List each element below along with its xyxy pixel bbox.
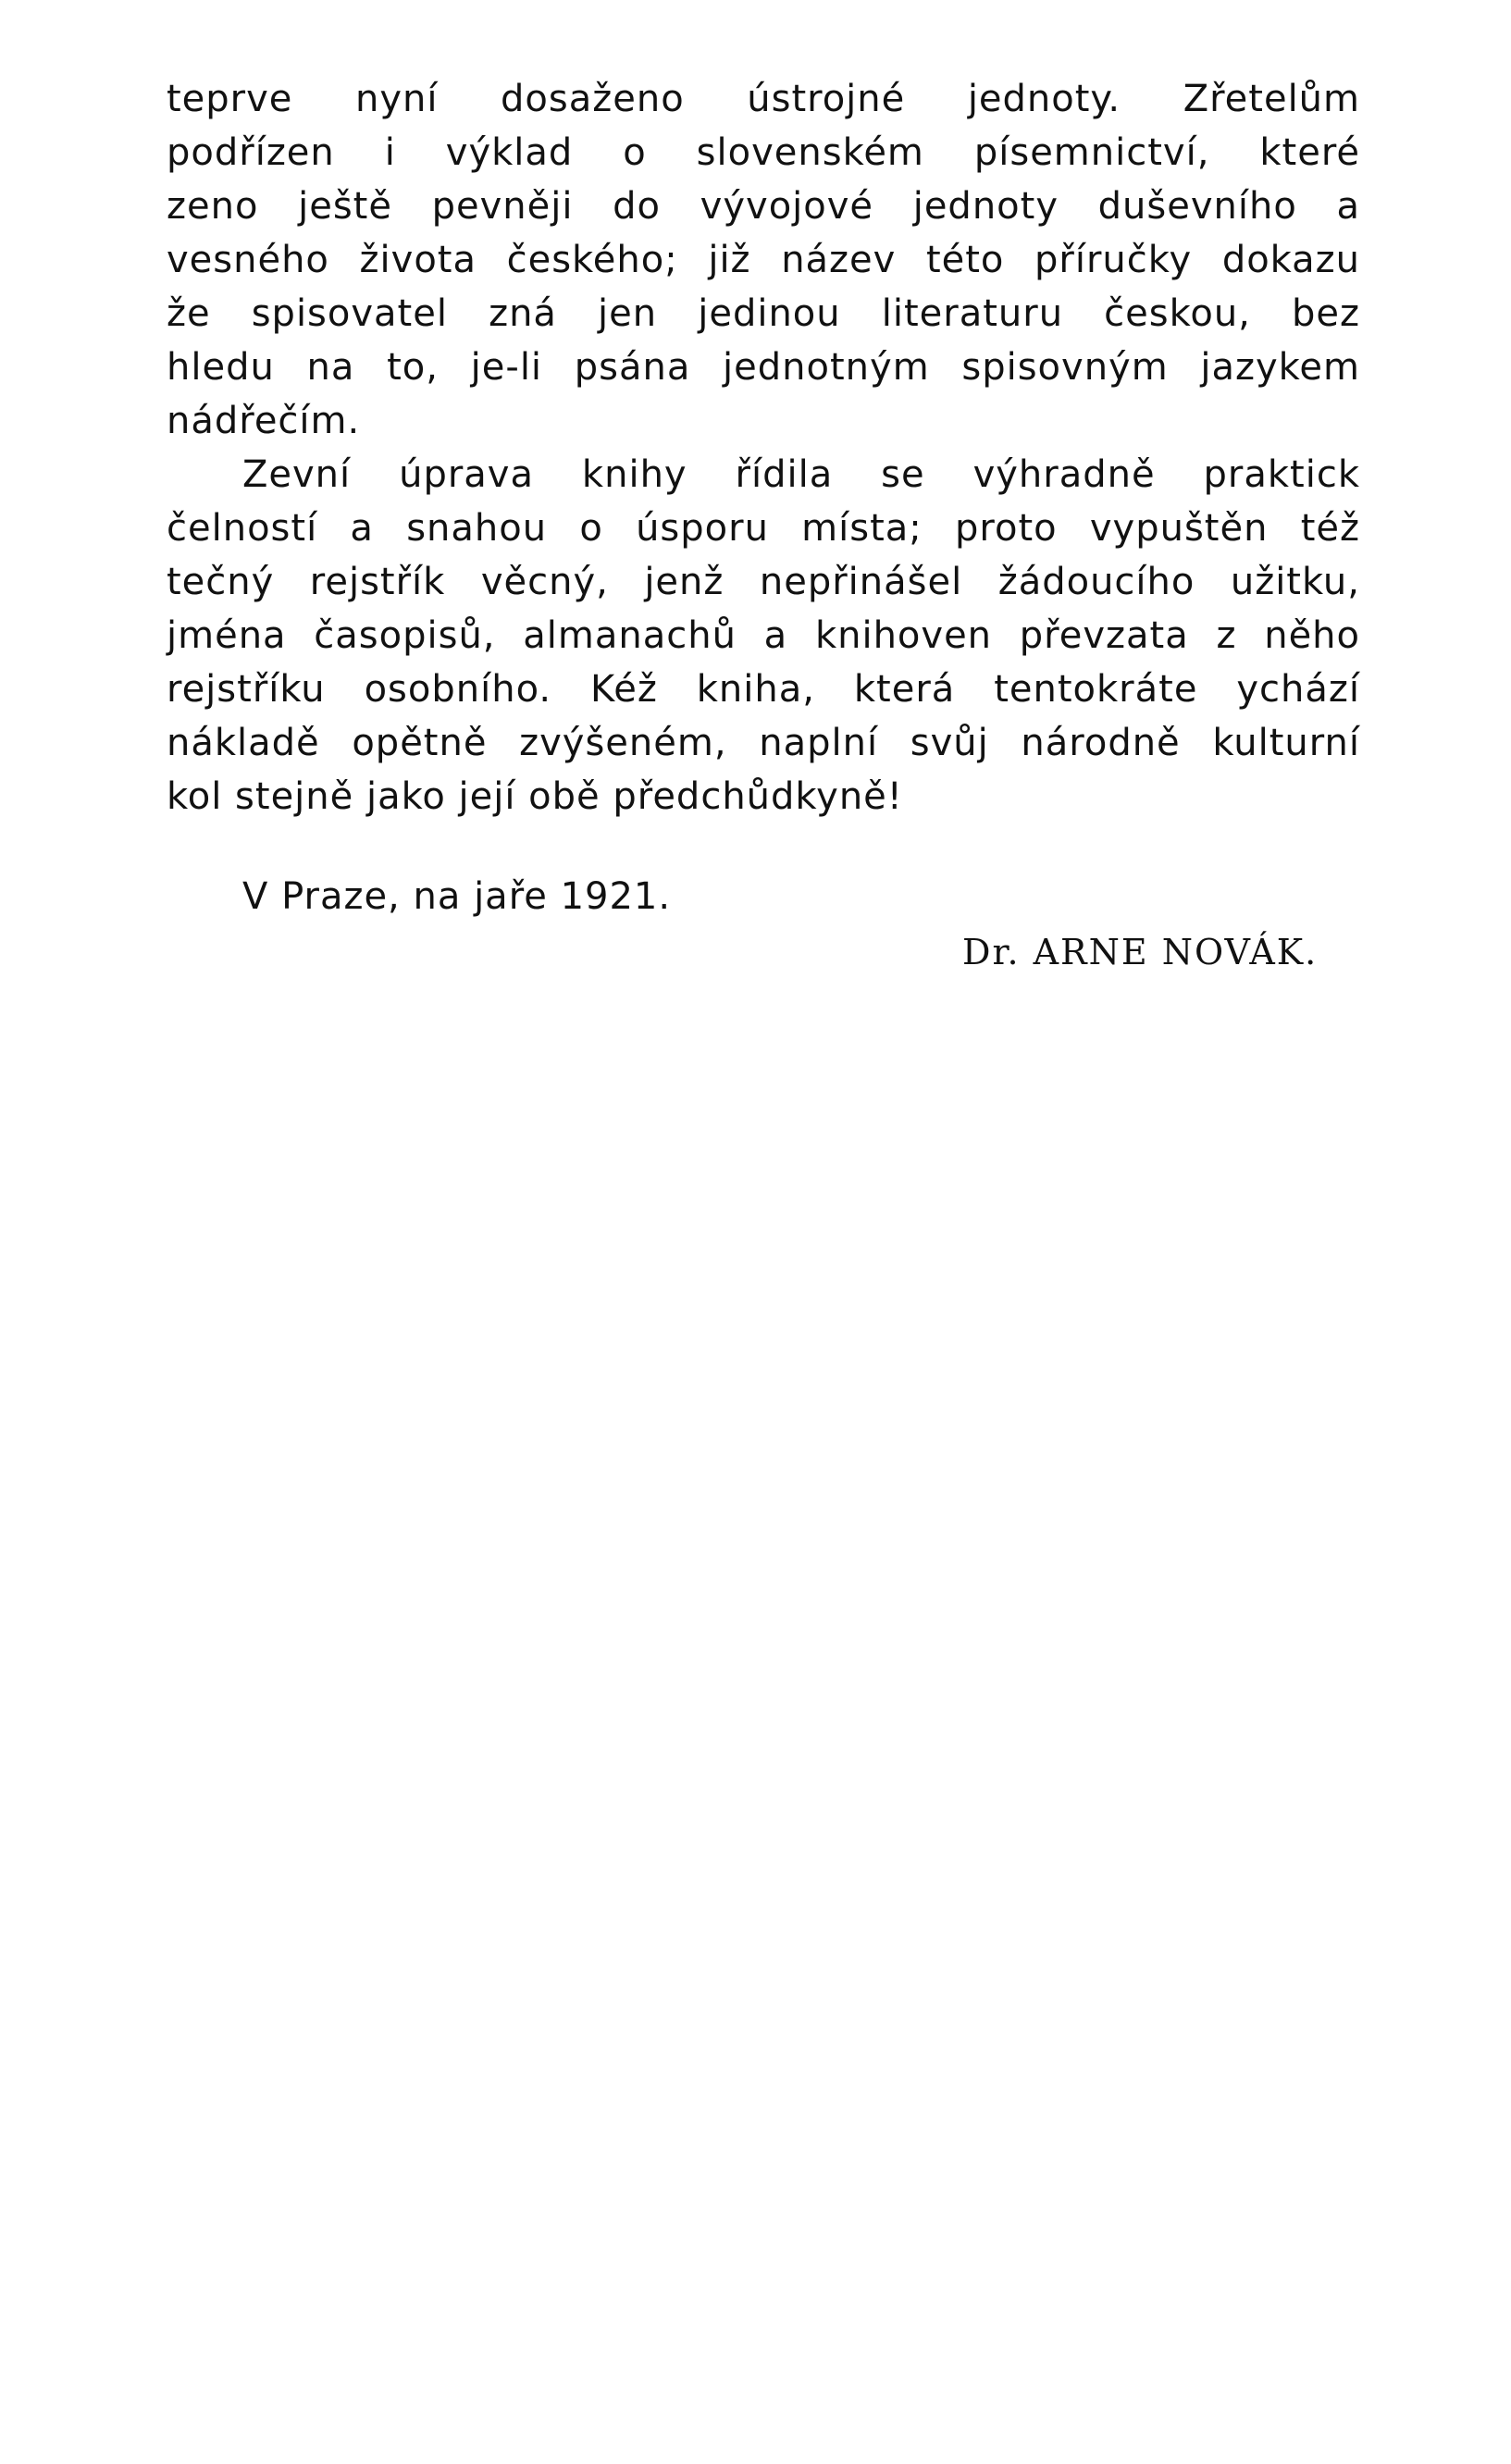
text-line: nákladě opětně zvýšeném, naplní svůj národně kulturní	[167, 722, 1360, 764]
text-line: čelností a snahou o úsporu místa; proto vypuštěn též	[167, 507, 1360, 550]
place-date: V Praze, na jaře 1921.	[242, 875, 672, 918]
text-line: Zevní úprava knihy řídila se výhradně praktick	[242, 453, 1360, 496]
text-line: zeno ještě pevněji do vývojové jednoty duševního a	[167, 185, 1360, 228]
text-line: teprve nyní dosaženo ústrojné jednoty. Zřetelům	[167, 78, 1360, 120]
preface-text	[167, 72, 1360, 823]
text-line: že spisovatel zná jen jedinou literaturu českou, bez	[167, 292, 1360, 335]
author-signature: Dr. ARNE NOVÁK.	[962, 932, 1319, 972]
text-line: vesného života českého; již název této příručky dokazu	[167, 239, 1360, 281]
text-line: hledu na to, je-li psána jednotným spisovným jazykem	[167, 346, 1360, 389]
text-line: podřízen i výklad o slovenském písemnictví, které	[167, 131, 1360, 174]
text-line: rejstříku osobního. Kéž kniha, která tentokráte ychází	[167, 668, 1360, 711]
text-line: tečný rejstřík věcný, jenž nepřinášel žádoucího užitku,	[167, 561, 1360, 603]
text-line: jména časopisů, almanachů a knihoven převzata z něho	[167, 614, 1360, 657]
text-line: kol stejně jako její obě předchůdkyně!	[167, 775, 903, 818]
text-line: nádřečím.	[167, 400, 361, 442]
